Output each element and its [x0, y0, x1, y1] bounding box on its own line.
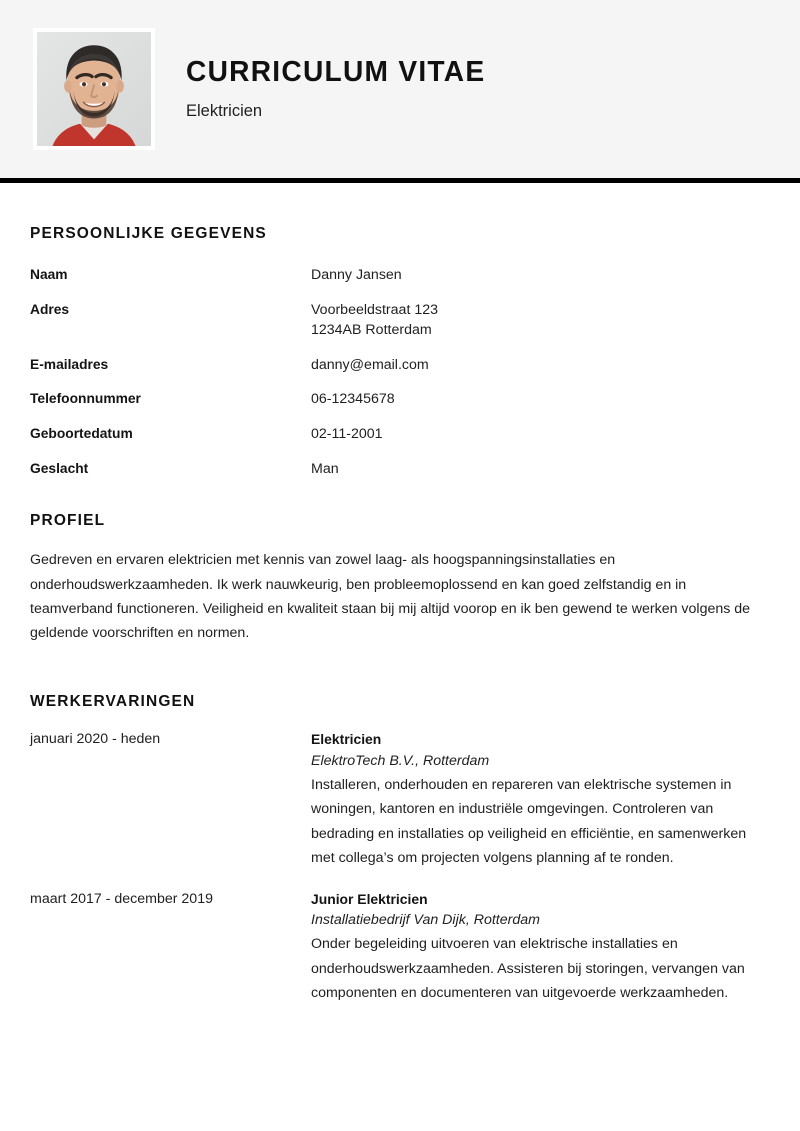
photo-frame	[33, 28, 155, 150]
profile-paragraph: Gedreven en ervaren elektricien met kennis van zowel laag- als hoogspanningsinstallaties en onderhoudswerkzaamheden. Ik werk nauwkeurig, ben probleemoplossend en kan goed zelfstandig en in teamverband functioneren. Veiligheid en kwaliteit staan bij mij altijd voorop en ik ben gewend te werken volgens de geldende voorschriften en normen.	[30, 552, 751, 642]
detail-value-line: Man	[311, 460, 339, 477]
detail-label: Naam	[30, 267, 68, 282]
detail-row-email	[30, 355, 770, 376]
detail-value	[311, 459, 770, 480]
work-experience-item	[30, 889, 770, 1006]
detail-label: Geboortedatum	[30, 425, 133, 441]
detail-row-naam	[30, 265, 770, 286]
work-role-title: Junior Elektricien	[311, 890, 428, 907]
detail-row-adres	[30, 300, 770, 341]
section-profile	[30, 479, 770, 646]
detail-value	[311, 389, 770, 410]
work-experience-item	[30, 729, 770, 871]
work-experience-list	[30, 729, 770, 1006]
header-text-block	[186, 57, 495, 122]
detail-label: E-mailadres	[30, 356, 109, 372]
work-company-name: Installatiebedrijf Van Dijk, Rotterdam	[311, 912, 540, 929]
detail-value-line: Voorbeeldstraat 123	[311, 301, 438, 318]
detail-label: Geslacht	[30, 460, 89, 476]
work-description: Onder begeleiding uitvoeren van elektrische installaties en onderhoudswerkzaamheden. Assisteren bij storingen, vervangen van componenten en documenteren van uitgevoerde werkzaamheden.	[311, 936, 745, 1002]
page-subtitle: Elektricien	[186, 101, 263, 120]
page-title: CURRICULUM VITAE	[186, 55, 486, 88]
personal-details-list	[30, 265, 770, 479]
work-company-name: ElektroTech B.V., Rotterdam	[311, 752, 490, 769]
detail-value	[311, 355, 770, 376]
work-role-title: Elektricien	[311, 731, 382, 748]
detail-value-line: 02-11-2001	[311, 425, 383, 442]
section-title-work-experience: WERKERVARINGEN	[30, 693, 196, 711]
section-work-experience	[30, 660, 770, 1006]
work-period: maart 2017 - december 2019	[30, 890, 213, 907]
cv-body	[0, 183, 800, 1006]
detail-value-line: 1234AB Rotterdam	[311, 322, 432, 339]
detail-row-geboortedatum	[30, 424, 770, 445]
work-details	[311, 889, 770, 1006]
cv-header	[0, 0, 800, 178]
detail-label: Telefoonnummer	[30, 391, 141, 407]
detail-label: Adres	[30, 301, 70, 317]
section-personal-details	[30, 183, 770, 479]
work-details	[311, 729, 770, 871]
detail-value	[311, 424, 770, 445]
profile-photo	[37, 32, 151, 146]
section-title-personal-details: PERSOONLIJKE GEGEVENS	[30, 225, 267, 242]
detail-value-line: 06-12345678	[311, 391, 395, 408]
detail-row-telefoonnummer	[30, 389, 770, 410]
work-description: Installeren, onderhouden en repareren van elektrische systemen in woningen, kantoren en industriële omgevingen. Controleren van bedrading en installaties op veiligheid en efficiëntie, en samenwerken met collega’s om projecten volgens planning af te ronden.	[311, 776, 747, 867]
detail-value-line: danny@email.com	[311, 356, 429, 373]
work-period: januari 2020 - heden	[30, 731, 161, 748]
detail-row-geslacht	[30, 459, 770, 480]
detail-value	[311, 300, 770, 341]
detail-value-line: Danny Jansen	[311, 267, 402, 283]
section-title-profile: PROFIEL	[30, 512, 106, 530]
detail-value	[311, 265, 770, 286]
